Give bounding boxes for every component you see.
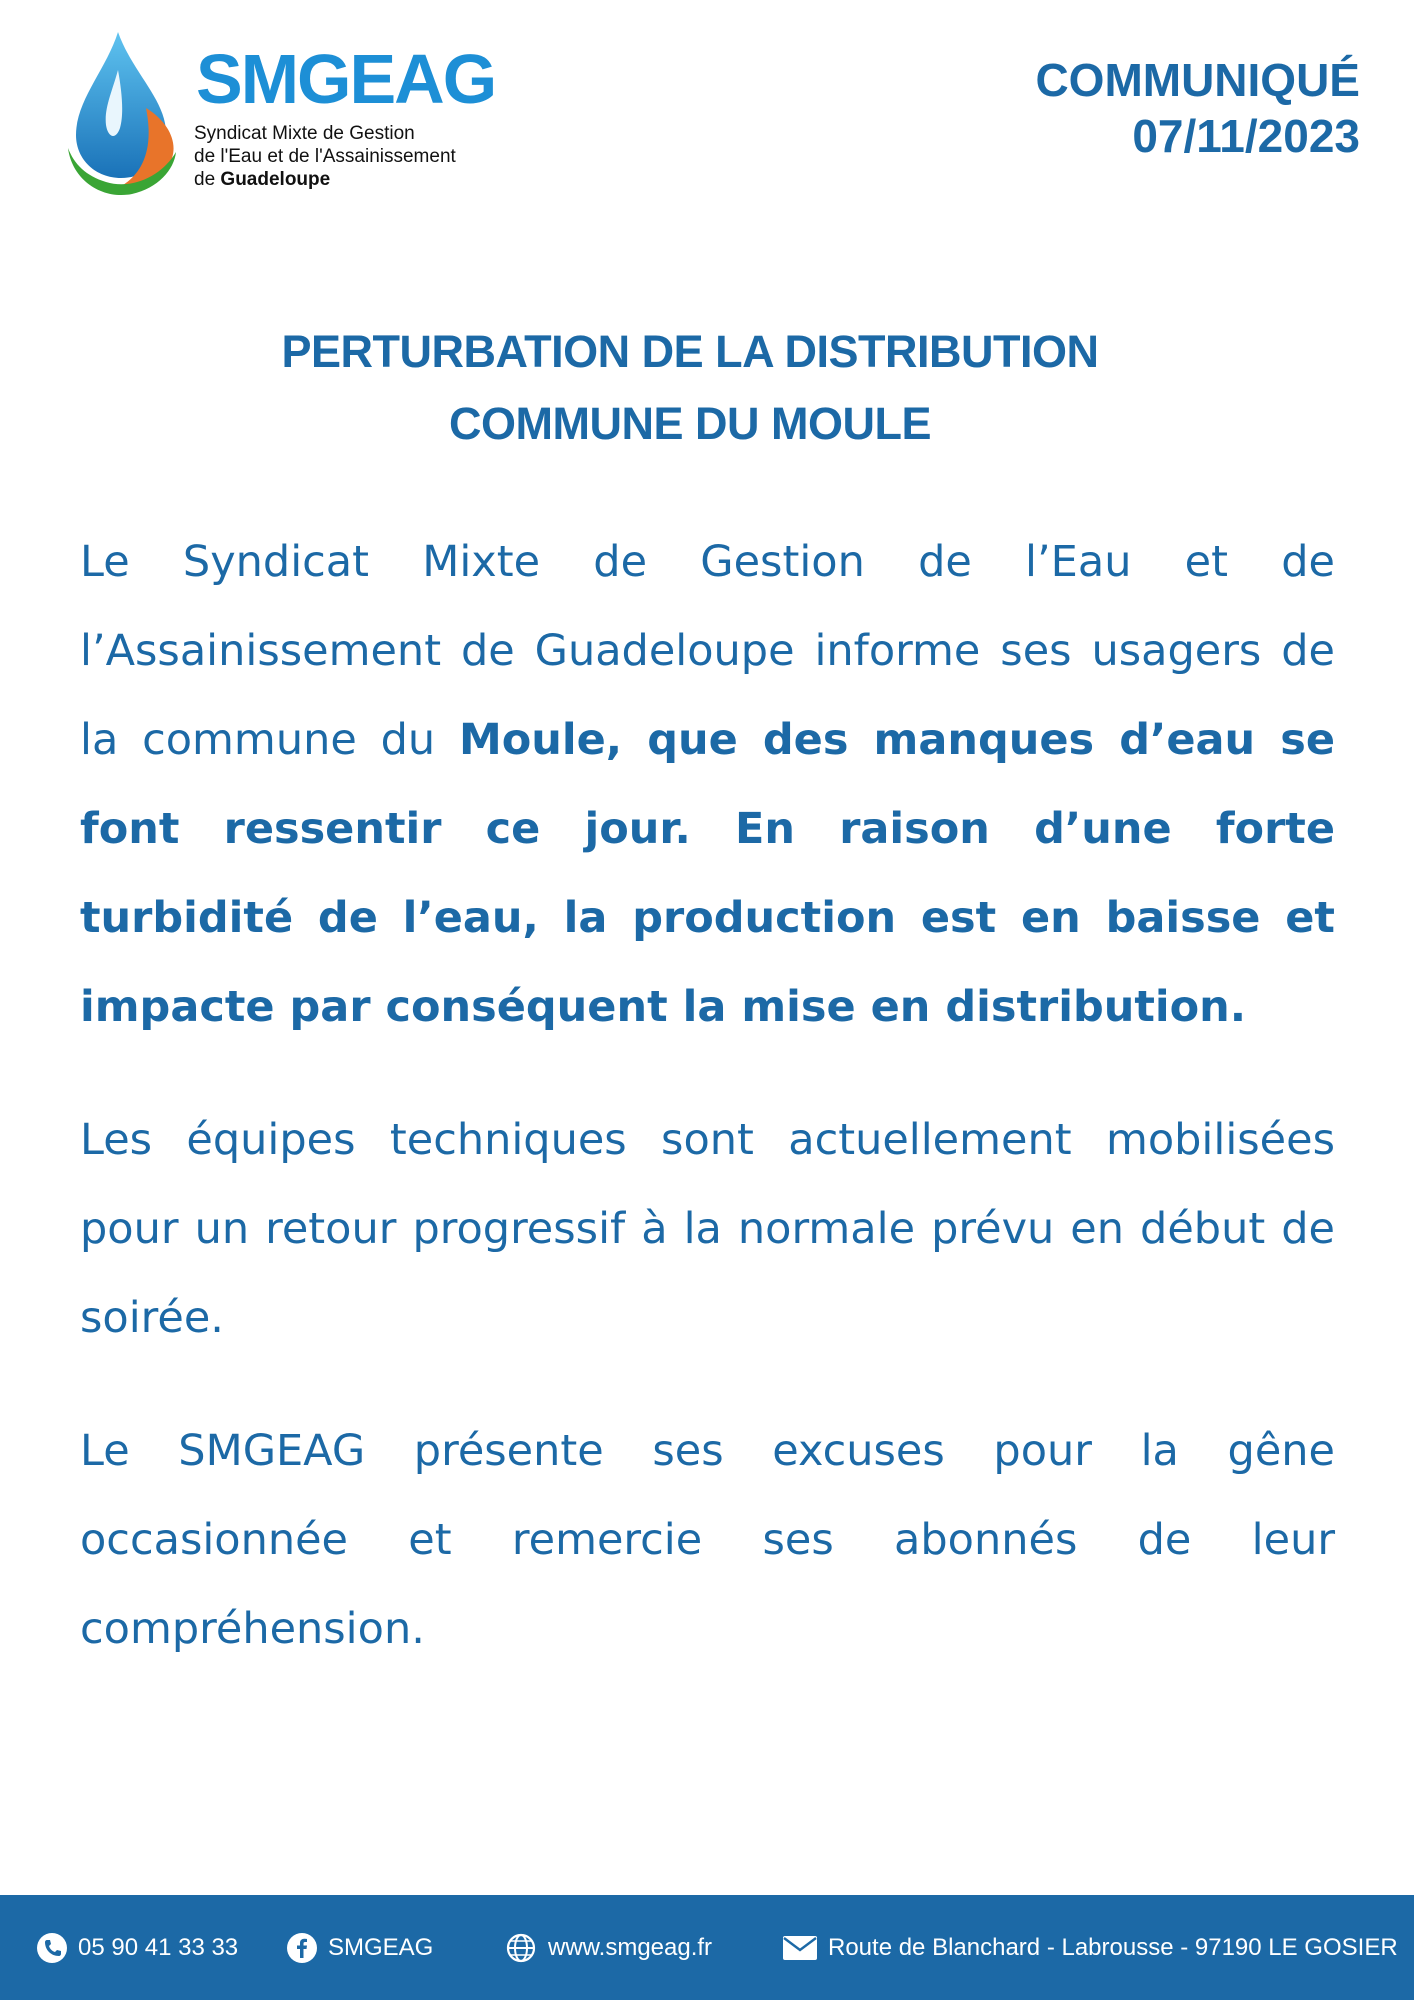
communique-header [1035,52,1360,164]
website-link[interactable]: www.smgeag.fr [548,1933,713,1961]
footer-bar [0,1895,1414,2000]
page-title [0,316,1380,460]
facebook-icon [286,1932,318,1964]
paragraph-3: Le SMGEAG présente ses excuses pour la gêne occasionnée et remercie ses abonnés de leur compréhension. [80,1426,1335,1654]
brand-subtitle [194,122,456,191]
title-line-1: PERTURBATION DE LA DISTRIBUTION [281,326,1099,377]
smgeag-logo [66,30,496,200]
brand-sub-line-3 [194,168,456,191]
footer-website[interactable] [504,1895,712,2000]
globe-icon [504,1931,538,1965]
footer-address [782,1895,1398,2000]
facebook-handle: SMGEAG [328,1933,434,1961]
title-line-2: COMMUNE DU MOULE [449,398,931,449]
phone-number: 05 90 41 33 33 [78,1933,239,1961]
phone-icon [36,1932,68,1964]
brand-name: SMGEAG [196,40,496,118]
brand-sub-line-1: Syndicat Mixte de Gestion [194,123,415,144]
footer-facebook[interactable] [286,1895,433,2000]
paragraph-1-regular: Le Syndicat Mixte de Gestion de l’Eau et de l’Assainissement de Guadeloupe informe ses usagers de la commune du [80,537,1335,765]
footer-phone[interactable] [36,1895,238,2000]
paragraph-2: Les équipes techniques sont actuellement mobilisées pour un retour progressif à la normale prévu en début de soirée. [80,1115,1335,1343]
brand-sub-guadeloupe: Guadeloupe [220,169,331,190]
brand-sub-line-2: de l'Eau et de l'Assainissement [194,146,456,167]
paragraph-1-bold: Moule, que des manques d’eau se font ressentir ce jour. En raison d’une forte turbidité de l’eau, la production est en baisse et impacte par conséquent la mise en distribution. [80,715,1335,1032]
water-drop-icon [66,30,196,200]
paragraph-1 [80,518,1335,1052]
postal-address: Route de Blanchard - Labrousse - 97190 LE GOSIER [828,1933,1398,1961]
mail-icon [782,1935,818,1961]
communique-label: COMMUNIQUÉ [1035,54,1360,106]
communique-body [80,518,1335,1718]
brand-sub-de: de [194,169,216,190]
communique-date: 07/11/2023 [1132,110,1360,162]
